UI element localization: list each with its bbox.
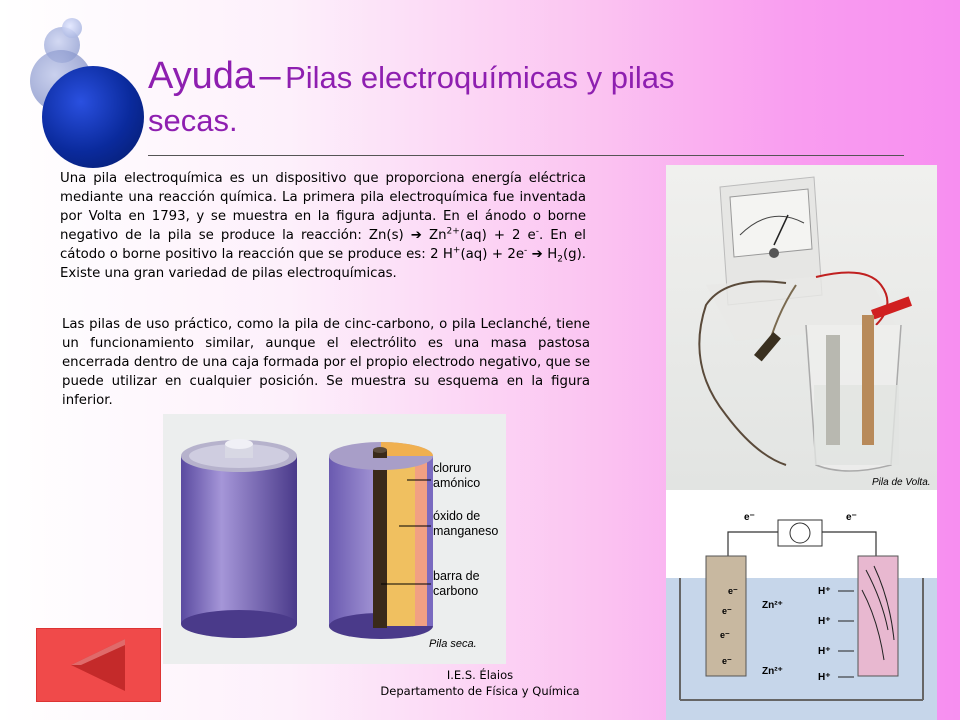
volta-cell-diagram <box>666 490 937 720</box>
page-title <box>148 52 848 140</box>
label-oxido-2: manganeso <box>433 524 499 538</box>
back-button[interactable] <box>36 628 161 702</box>
electron-left-label: e⁻ <box>744 512 755 523</box>
zinc-electron-2: e⁻ <box>722 606 732 616</box>
footer <box>340 667 620 699</box>
title-rest-line1: Pilas electroquímicas y pilas <box>285 60 675 95</box>
label-oxido-1: óxido de <box>433 509 481 523</box>
volta-photo-svg <box>666 165 937 490</box>
volta-cell-photo <box>666 165 937 490</box>
dry-cell-svg <box>163 414 506 664</box>
arrow-icon: ➔ <box>410 228 422 243</box>
electron-right-label: e⁻ <box>846 512 857 523</box>
volta-diagram-svg <box>666 490 937 720</box>
zn-ion-label-1: Zn²⁺ <box>762 600 783 611</box>
title-divider <box>148 155 904 156</box>
footer-school: I.E.S. Élaios <box>446 668 514 682</box>
label-cloruro-1: cloruro <box>433 461 472 475</box>
title-rest-line2: secas. <box>148 102 238 138</box>
dry-cell-illustration <box>163 414 506 664</box>
volta-photo-caption: Pila de Volta. <box>872 477 931 488</box>
h-ion-label-2: H⁺ <box>818 616 831 627</box>
h-ion-label-3: H⁺ <box>818 646 831 657</box>
zinc-electron-1: e⁻ <box>728 586 738 596</box>
zinc-electron-3: e⁻ <box>720 630 730 640</box>
arrow-icon: ➔ <box>531 247 543 262</box>
zinc-electron-4: e⁻ <box>722 656 732 666</box>
back-arrow-icon <box>37 629 160 701</box>
h-ion-label-1: H⁺ <box>818 586 831 597</box>
dry-cell-caption: Pila seca. <box>429 638 477 650</box>
h-ion-label-4: H⁺ <box>818 672 831 683</box>
title-dash: – <box>259 55 281 97</box>
title-main: Ayuda <box>148 55 256 97</box>
paragraph-dry-cell: Las pilas de uso práctico, como la pila de cinc-carbono, o pila Leclanché, tiene un funcionamiento similar, aunque el electrólito es una masa pastosa encerrada dentro de una caja formada por el propio electrodo negativo, que se puede utilizar en cualquier posición. Se muestra su esquema en la figura inferior. <box>62 317 590 408</box>
footer-department: Departamento de Física y Química <box>380 684 580 698</box>
paragraph-electrochemical-cell: Una pila electroquímica es un dispositivo que proporciona energía eléctrica mediante una reacción química. La primera pila electroquímica fue inventada por Volta en 1793, y se muestra en la figura adjunta. En el ánodo o borne negativo de la pila se produce la reacción: Zn(s) ➔ $Zn^{2+}(aq) + 2$ e-. En el cátodo o borne positivo la reacción que se produce es: 2 H+(aq) + 2e- ➔ $H_2(g)$. Existe una gran variedad de pilas electroquímicas. <box>60 171 587 281</box>
label-barra-2: carbono <box>433 584 479 598</box>
zn-ion-label-2: Zn²⁺ <box>762 666 783 677</box>
label-cloruro-2: amónico <box>433 476 481 490</box>
label-barra-1: barra de <box>433 569 480 583</box>
